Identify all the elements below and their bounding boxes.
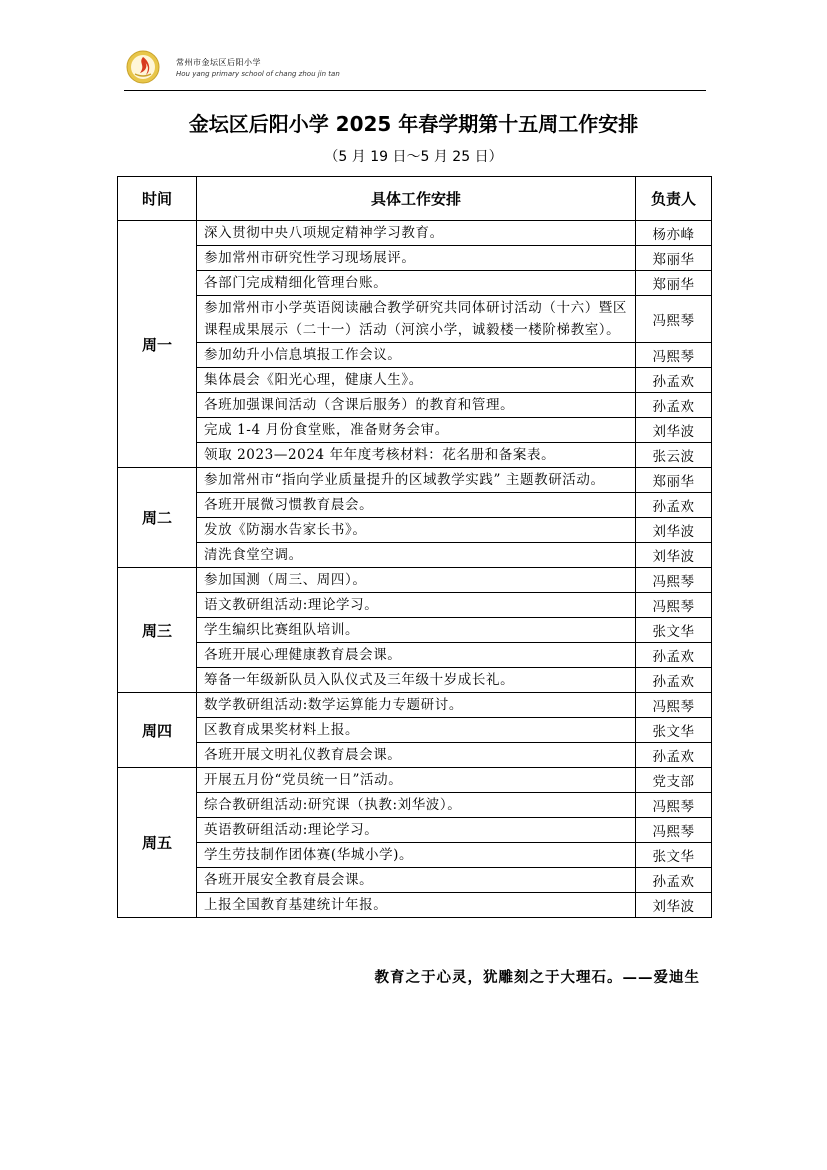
day-cell: 周五 <box>118 768 197 918</box>
person-cell: 张文华 <box>636 843 712 868</box>
person-cell: 孙孟欢 <box>636 493 712 518</box>
person-cell: 郑丽华 <box>636 246 712 271</box>
task-cell: 完成 1-4 月份食堂账，准备财务会审。 <box>197 418 636 443</box>
task-cell: 开展五月份“党员统一日”活动。 <box>197 768 636 793</box>
task-cell: 语文教研组活动:理论学习。 <box>197 593 636 618</box>
table-row <box>118 743 712 768</box>
table-row <box>118 618 712 643</box>
task-cell: 领取 2023—2024 年年度考核材料：花名册和备案表。 <box>197 443 636 468</box>
day-cell: 周二 <box>118 468 197 568</box>
table-row <box>118 296 712 343</box>
task-cell: 参加常州市“指向学业质量提升的区域教学实践” 主题教研活动。 <box>197 468 636 493</box>
task-cell: 各部门完成精细化管理台账。 <box>197 271 636 296</box>
person-cell: 刘华波 <box>636 543 712 568</box>
table-row <box>118 893 712 918</box>
school-name-cn: 常州市金坛区后阳小学 <box>176 58 261 67</box>
task-cell: 深入贯彻中央八项规定精神学习教育。 <box>197 221 636 246</box>
person-cell: 孙孟欢 <box>636 668 712 693</box>
column-header-work: 具体工作安排 <box>197 177 636 221</box>
person-cell: 刘华波 <box>636 518 712 543</box>
table-row <box>118 271 712 296</box>
table-row <box>118 393 712 418</box>
task-cell: 各班加强课间活动（含课后服务）的教育和管理。 <box>197 393 636 418</box>
person-cell: 冯熙琴 <box>636 593 712 618</box>
person-cell: 张文华 <box>636 618 712 643</box>
table-row <box>118 593 712 618</box>
table-header-row <box>118 177 712 221</box>
table-row <box>118 443 712 468</box>
column-header-person: 负责人 <box>636 177 712 221</box>
task-cell: 数学教研组活动:数学运算能力专题研讨。 <box>197 693 636 718</box>
person-cell: 张云波 <box>636 443 712 468</box>
table-row <box>118 368 712 393</box>
table-row <box>118 693 712 718</box>
table-row <box>118 343 712 368</box>
task-cell: 参加幼升小信息填报工作会议。 <box>197 343 636 368</box>
person-cell: 刘华波 <box>636 418 712 443</box>
person-cell: 党支部 <box>636 768 712 793</box>
day-cell: 周四 <box>118 693 197 768</box>
table-row <box>118 468 712 493</box>
table-row <box>118 418 712 443</box>
person-cell: 冯熙琴 <box>636 296 712 343</box>
schedule-table <box>117 176 712 918</box>
footer-quote: 教育之于心灵，犹雕刻之于大理石。——爱迪生 <box>374 969 700 986</box>
person-cell: 冯熙琴 <box>636 343 712 368</box>
task-cell: 发放《防溺水告家长书》。 <box>197 518 636 543</box>
table-row <box>118 718 712 743</box>
task-cell: 参加常州市小学英语阅读融合教学研究共同体研讨活动（十六）暨区课程成果展示（二十一）活动（河滨小学，诚毅楼一楼阶梯教室）。 <box>197 296 636 343</box>
task-cell: 综合教研组活动:研究课（执教:刘华波）。 <box>197 793 636 818</box>
table-row <box>118 793 712 818</box>
school-name-en: Hou yang primary school of chang zhou jin tan <box>176 70 340 78</box>
school-logo-icon <box>126 50 160 84</box>
table-row <box>118 843 712 868</box>
table-row <box>118 246 712 271</box>
task-cell: 区教育成果奖材料上报。 <box>197 718 636 743</box>
task-cell: 上报全国教育基建统计年报。 <box>197 893 636 918</box>
task-cell: 各班开展安全教育晨会课。 <box>197 868 636 893</box>
person-cell: 孙孟欢 <box>636 643 712 668</box>
task-cell: 清洗食堂空调。 <box>197 543 636 568</box>
task-cell: 参加常州市研究性学习现场展评。 <box>197 246 636 271</box>
person-cell: 孙孟欢 <box>636 743 712 768</box>
table-row <box>118 868 712 893</box>
task-cell: 各班开展微习惯教育晨会。 <box>197 493 636 518</box>
table-row <box>118 493 712 518</box>
day-cell: 周一 <box>118 221 197 468</box>
date-range: （5 月 19 日～5 月 25 日） <box>324 149 503 165</box>
person-cell: 孙孟欢 <box>636 393 712 418</box>
task-cell: 学生劳技制作团体赛(华城小学)。 <box>197 843 636 868</box>
letterhead <box>124 44 706 91</box>
table-row <box>118 568 712 593</box>
task-cell: 筹备一年级新队员入队仪式及三年级十岁成长礼。 <box>197 668 636 693</box>
person-cell: 刘华波 <box>636 893 712 918</box>
task-cell: 集体晨会《阳光心理，健康人生》。 <box>197 368 636 393</box>
person-cell: 郑丽华 <box>636 271 712 296</box>
person-cell: 冯熙琴 <box>636 568 712 593</box>
task-cell: 学生编织比赛组队培训。 <box>197 618 636 643</box>
person-cell: 郑丽华 <box>636 468 712 493</box>
table-row <box>118 818 712 843</box>
table-row <box>118 221 712 246</box>
day-cell: 周三 <box>118 568 197 693</box>
task-cell: 各班开展心理健康教育晨会课。 <box>197 643 636 668</box>
person-cell: 孙孟欢 <box>636 868 712 893</box>
table-row <box>118 768 712 793</box>
person-cell: 孙孟欢 <box>636 368 712 393</box>
task-cell: 各班开展文明礼仪教育晨会课。 <box>197 743 636 768</box>
person-cell: 冯熙琴 <box>636 693 712 718</box>
person-cell: 张文华 <box>636 718 712 743</box>
table-row <box>118 543 712 568</box>
person-cell: 冯熙琴 <box>636 818 712 843</box>
column-header-time: 时间 <box>118 177 197 221</box>
person-cell: 杨亦峰 <box>636 221 712 246</box>
table-row <box>118 643 712 668</box>
table-row <box>118 518 712 543</box>
table-row <box>118 668 712 693</box>
task-cell: 参加国测（周三、周四）。 <box>197 568 636 593</box>
page-title: 金坛区后阳小学 2025 年春学期第十五周工作安排 <box>188 112 639 136</box>
task-cell: 英语教研组活动:理论学习。 <box>197 818 636 843</box>
person-cell: 冯熙琴 <box>636 793 712 818</box>
